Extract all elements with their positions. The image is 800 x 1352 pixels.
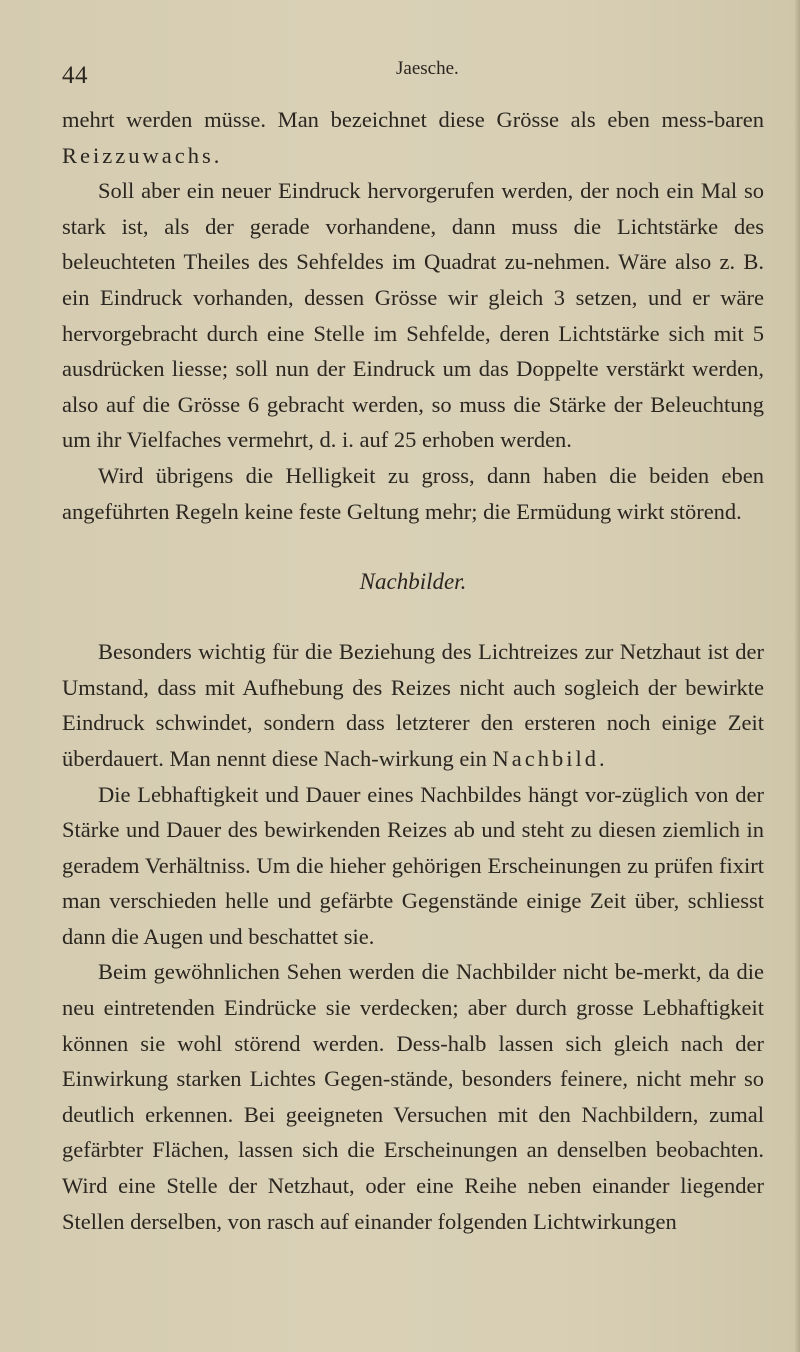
page-edge-shadow	[794, 0, 800, 1352]
paragraph-6: Beim gewöhnlichen Sehen werden die Nachbilder nicht be-merkt, da die neu eintretenden Eindrücke sie verdecken; aber durch grosse Lebhaftigkeit können sie wohl störend werden. Dess-halb lassen sich gleich nach der Einwirkung starken Lichtes Gegen-stände, besonders feinere, nicht mehr so deutlich erkennen. Bei geeigneten Versuchen mit den Nachbildern, zumal gefärbter Flächen, lassen sich die Erscheinungen an denselben beobachten. Wird eine Stelle der Netzhaut, oder eine Reihe neben einander liegender Stellen derselben, von rasch auf einander folgenden Lichtwirkungen	[62, 959, 764, 1234]
page-header	[62, 58, 762, 90]
running-head: Jaesche.	[396, 58, 459, 79]
section-title: Nachbilder.	[359, 569, 467, 595]
paragraph-1	[62, 102, 764, 173]
paragraph-5: Die Lebhaftigkeit und Dauer eines Nachbildes hängt vor-züglich von der Stärke und Dauer des bewirkenden Reizes ab und steht zu diesen ziemlich in geradem Verhältniss. Um die hieher gehörigen Erscheinungen zu prüfen fixirt man verschieden helle und gefärbte Gegenstände einige Zeit über, schliesst dann die Augen und beschattet sie.	[62, 781, 764, 949]
page-number: 44	[62, 62, 88, 89]
paragraph-2: Soll aber ein neuer Eindruck hervorgerufen werden, der noch ein Mal so stark ist, als der gerade vorhandene, dann muss die Lichtstärke des beleuchteten Theiles des Sehfeldes im Quadrat zu-nehmen. Wäre also z. B. ein Eindruck vorhanden, dessen Grösse wir gleich 3 setzen, und er wäre hervorgebracht durch eine Stelle im Sehfelde, deren Lichtstärke sich mit 5 ausdrücken liesse; soll nun der Eindruck um das Doppelte verstärkt werden, also auf die Grösse 6 gebracht werden, so muss die Stärke der Beleuchtung um ihr Vielfaches vermehrt, d. i. auf 25 erhoben werden.	[62, 178, 764, 453]
paragraph-4-end: .	[598, 745, 605, 771]
paragraph-3: Wird übrigens die Helligkeit zu gross, dann haben die beiden eben angeführten Regeln keine feste Geltung mehr; die Ermüdung wirkt störend.	[62, 462, 764, 524]
paragraph-1-text: mehrt werden müsse. Man bezeichnet diese Grösse als eben mess-baren	[62, 107, 764, 132]
term-reizzuwachs: Reizzuwachs	[62, 142, 214, 168]
paragraph-4-text: Besonders wichtig für die Beziehung des Lichtreizes zur Netzhaut ist der Umstand, dass mit Aufhebung des Reizes nicht auch sogleich der bewirkte Eindruck schwindet, sondern dass letzterer den ersteren noch einige Zeit überdauert. Man nennt diese Nach-wirkung ein	[62, 639, 764, 771]
paragraph-1-end: .	[213, 142, 220, 168]
paragraph-4	[62, 634, 764, 776]
term-nachbild: Nachbild	[492, 745, 599, 771]
body-text	[62, 102, 764, 1239]
